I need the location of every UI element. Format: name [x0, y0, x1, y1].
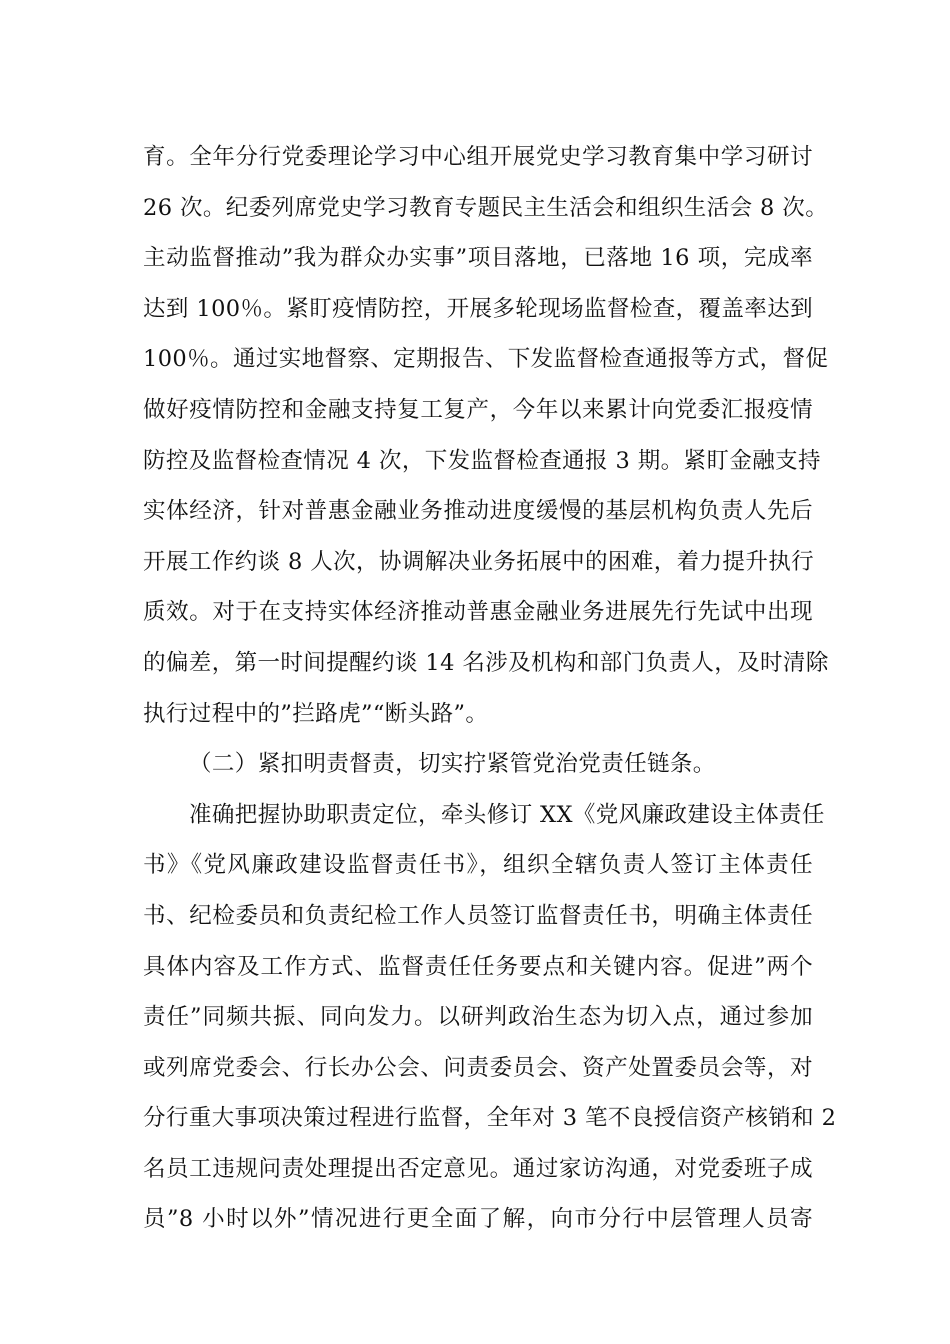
- text-line: 26 次。纪委列席党史学习教育专题民主生活会和组织生活会 8 次。: [143, 194, 829, 221]
- text-line: 100％。通过实地督察、定期报告、下发监督检查通报等方式，督促: [143, 346, 829, 373]
- text-line: 分行重大事项决策过程进行监督，全年对 3 笔不良授信资产核销和 2: [143, 1105, 837, 1132]
- text-line: 执行过程中的”拦路虎”“断头路”。: [143, 700, 489, 727]
- text-line: 的偏差，第一时间提醒约谈 14 名涉及机构和部门负责人，及时清除: [143, 649, 829, 676]
- text-line: 质效。对于在支持实体经济推动普惠金融业务进展先行先试中出现: [143, 599, 813, 626]
- document-body: [143, 132, 837, 1245]
- text-line: 名员工违规问责处理提出否定意见。通过家访沟通，对党委班子成: [143, 1155, 813, 1182]
- text-line: 达到 100％。紧盯疫情防控，开展多轮现场监督检查，覆盖率达到: [143, 295, 813, 322]
- text-line: 育。全年分行党委理论学习中心组开展党史学习教育集中学习研讨: [143, 144, 813, 170]
- text-line: 或列席党委会、行长办公会、问责委员会、资产处置委员会等，对: [143, 1054, 813, 1081]
- text-line: 开展工作约谈 8 人次，协调解决业务拓展中的困难，着力提升执行: [143, 548, 815, 575]
- text-line: 具体内容及工作方式、监督责任任务要点和关键内容。促进”两个: [143, 953, 813, 980]
- text-line: 做好疫情防控和金融支持复工复产，今年以来累计向党委汇报疫情: [143, 396, 813, 423]
- text-line: 防控及监督检查情况 4 次，下发监督检查通报 3 期。紧盯金融支持: [143, 447, 821, 474]
- text-line: 员”8 小时以外”情况进行更全面了解，向市分行中层管理人员寄: [143, 1206, 813, 1233]
- text-line: 主动监督推动”我为群众办实事”项目落地，已落地 16 项，完成率: [143, 245, 813, 272]
- text-line: 书、纪检委员和负责纪检工作人员签订监督责任书，明确主体责任: [143, 902, 813, 929]
- text-line: 书》《党风廉政建设监督责任书》，组织全辖负责人签订主体责任: [143, 852, 813, 879]
- text-line: 实体经济，针对普惠金融业务推动进度缓慢的基层机构负责人先后: [143, 498, 813, 525]
- text-line: 准确把握协助职责定位，牵头修订 XX《党风廉政建设主体责任: [189, 801, 825, 828]
- text-line: 责任”同频共振、同向发力。以研判政治生态为切入点，通过参加: [143, 1004, 813, 1031]
- section-heading: （二）紧扣明责督责，切实拧紧管党治党责任链条。: [189, 751, 716, 778]
